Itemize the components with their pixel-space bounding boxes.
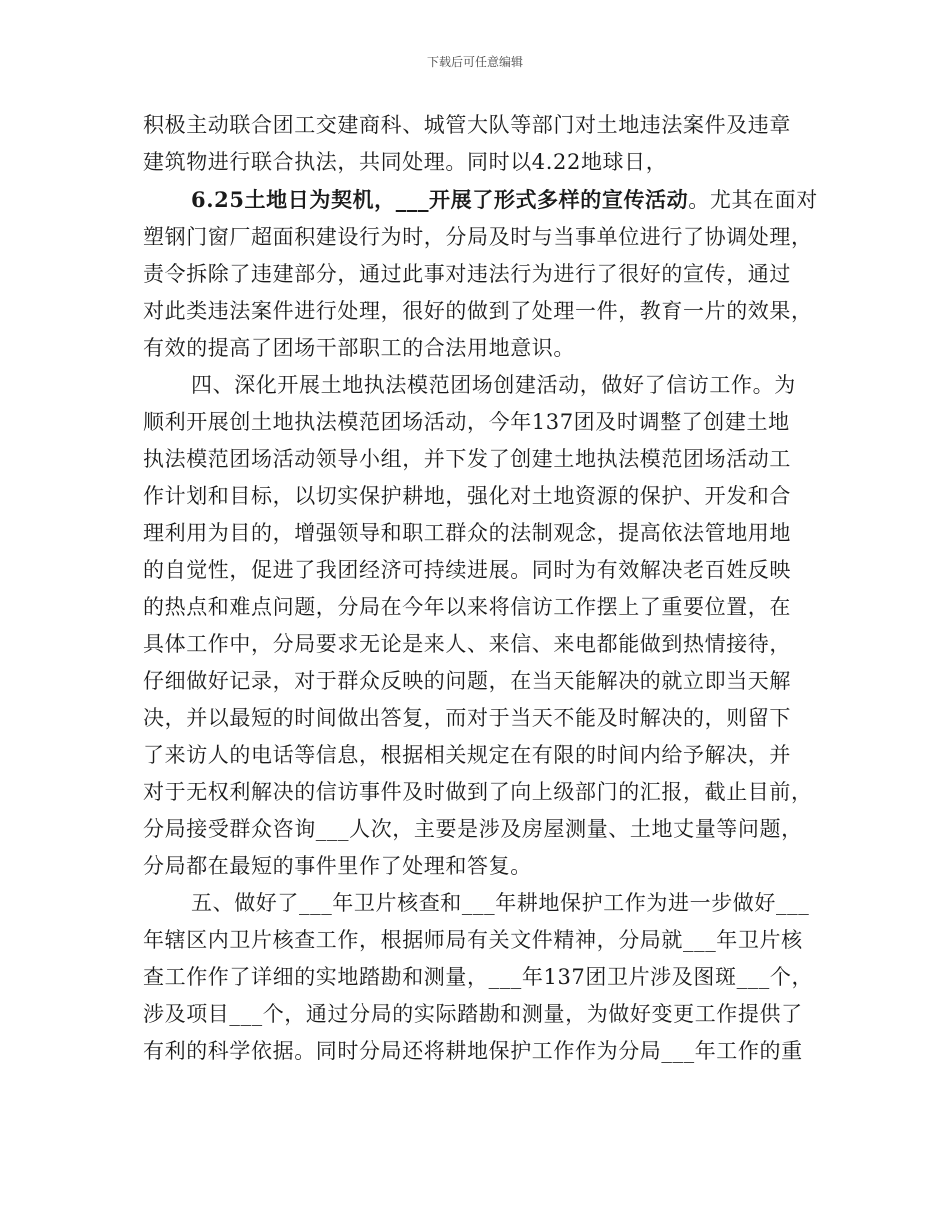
body-line: 有效的提高了团场干部职工的合法用地意识。 — [143, 336, 575, 360]
body-line: 的自觉性，促进了我团经济可持续进展。同时为有效解决老百姓反映 — [143, 558, 791, 582]
body-line: 塑钢门窗厂超面积建设行为时，分局及时与当事单位进行了协调处理， — [143, 225, 813, 249]
body-line: 了来访人的电话等信息，根据相关规定在有限的时间内给予解决，并 — [143, 743, 791, 767]
body-line: 责令拆除了违建部分，通过此事对违法行为进行了很好的宣传，通过 — [143, 262, 791, 286]
body-line: 顺利开展创土地执法模范团场活动，今年137团及时调整了创建土地 — [143, 410, 790, 434]
body-line: 涉及项目___个，通过分局的实际踏勘和测量，为做好变更工作提供了 — [143, 1002, 803, 1026]
body-line: 执法模范团场活动领导小组，并下发了创建土地执法模范团场活动工 — [143, 447, 791, 471]
page-header: 下载后可任意编辑 — [426, 55, 523, 69]
body-line: 作计划和目标，以切实保护耕地，强化对土地资源的保护、开发和合 — [143, 484, 791, 508]
body-line: 的热点和难点问题，分局在今年以来将信访工作摆上了重要位置，在 — [143, 595, 791, 619]
body-line: 年辖区内卫片核查工作，根据师局有关文件精神，分局就___年卫片核 — [143, 928, 803, 952]
body-line: 仔细做好记录，对于群众反映的问题，在当天能解决的就立即当天解 — [143, 669, 791, 693]
section-four-heading: 四、深化开展土地执法模范团场创建活动，做好了信访工作。为 — [191, 373, 796, 397]
body-line: 有利的科学依据。同时分局还将耕地保护工作作为分局___年工作的重 — [143, 1039, 803, 1063]
body-line-emphasis — [191, 186, 818, 214]
body-line: 具体工作中，分局要求无论是来人、来信、来电都能做到热情接待， — [143, 632, 791, 656]
body-line: 对于无权利解决的信访事件及时做到了向上级部门的汇报，截止目前， — [143, 780, 813, 804]
body-line: 分局都在最短的事件里作了处理和答复。 — [143, 854, 532, 878]
body-line: 决，并以最短的时间做出答复，而对于当天不能及时解决的，则留下 — [143, 706, 791, 730]
emphasis-text: 6.25土地日为契机，___开展了形式多样的宣传活动 — [191, 187, 689, 212]
body-line: 分局接受群众咨询___人次，主要是涉及房屋测量、土地丈量等问题， — [143, 817, 803, 841]
body-line: 对此类违法案件进行处理，很好的做到了处理一件，教育一片的效果， — [143, 299, 813, 323]
body-line: 理利用为目的，增强领导和职工群众的法制观念，提高依法管地用地 — [143, 521, 791, 545]
section-five-heading: 五、做好了___年卫片核查和___年耕地保护工作为进一步做好___ — [191, 891, 810, 915]
body-line: 查工作作了详细的实地踏勘和测量，___年137团卫片涉及图斑___个， — [143, 965, 814, 989]
body-line: 积极主动联合团工交建商科、城管大队等部门对土地违法案件及违章 — [143, 113, 791, 137]
body-text: 。尤其在面对 — [688, 188, 818, 212]
body-line: 建筑物进行联合执法，共同处理。同时以4.22地球日， — [143, 150, 668, 174]
